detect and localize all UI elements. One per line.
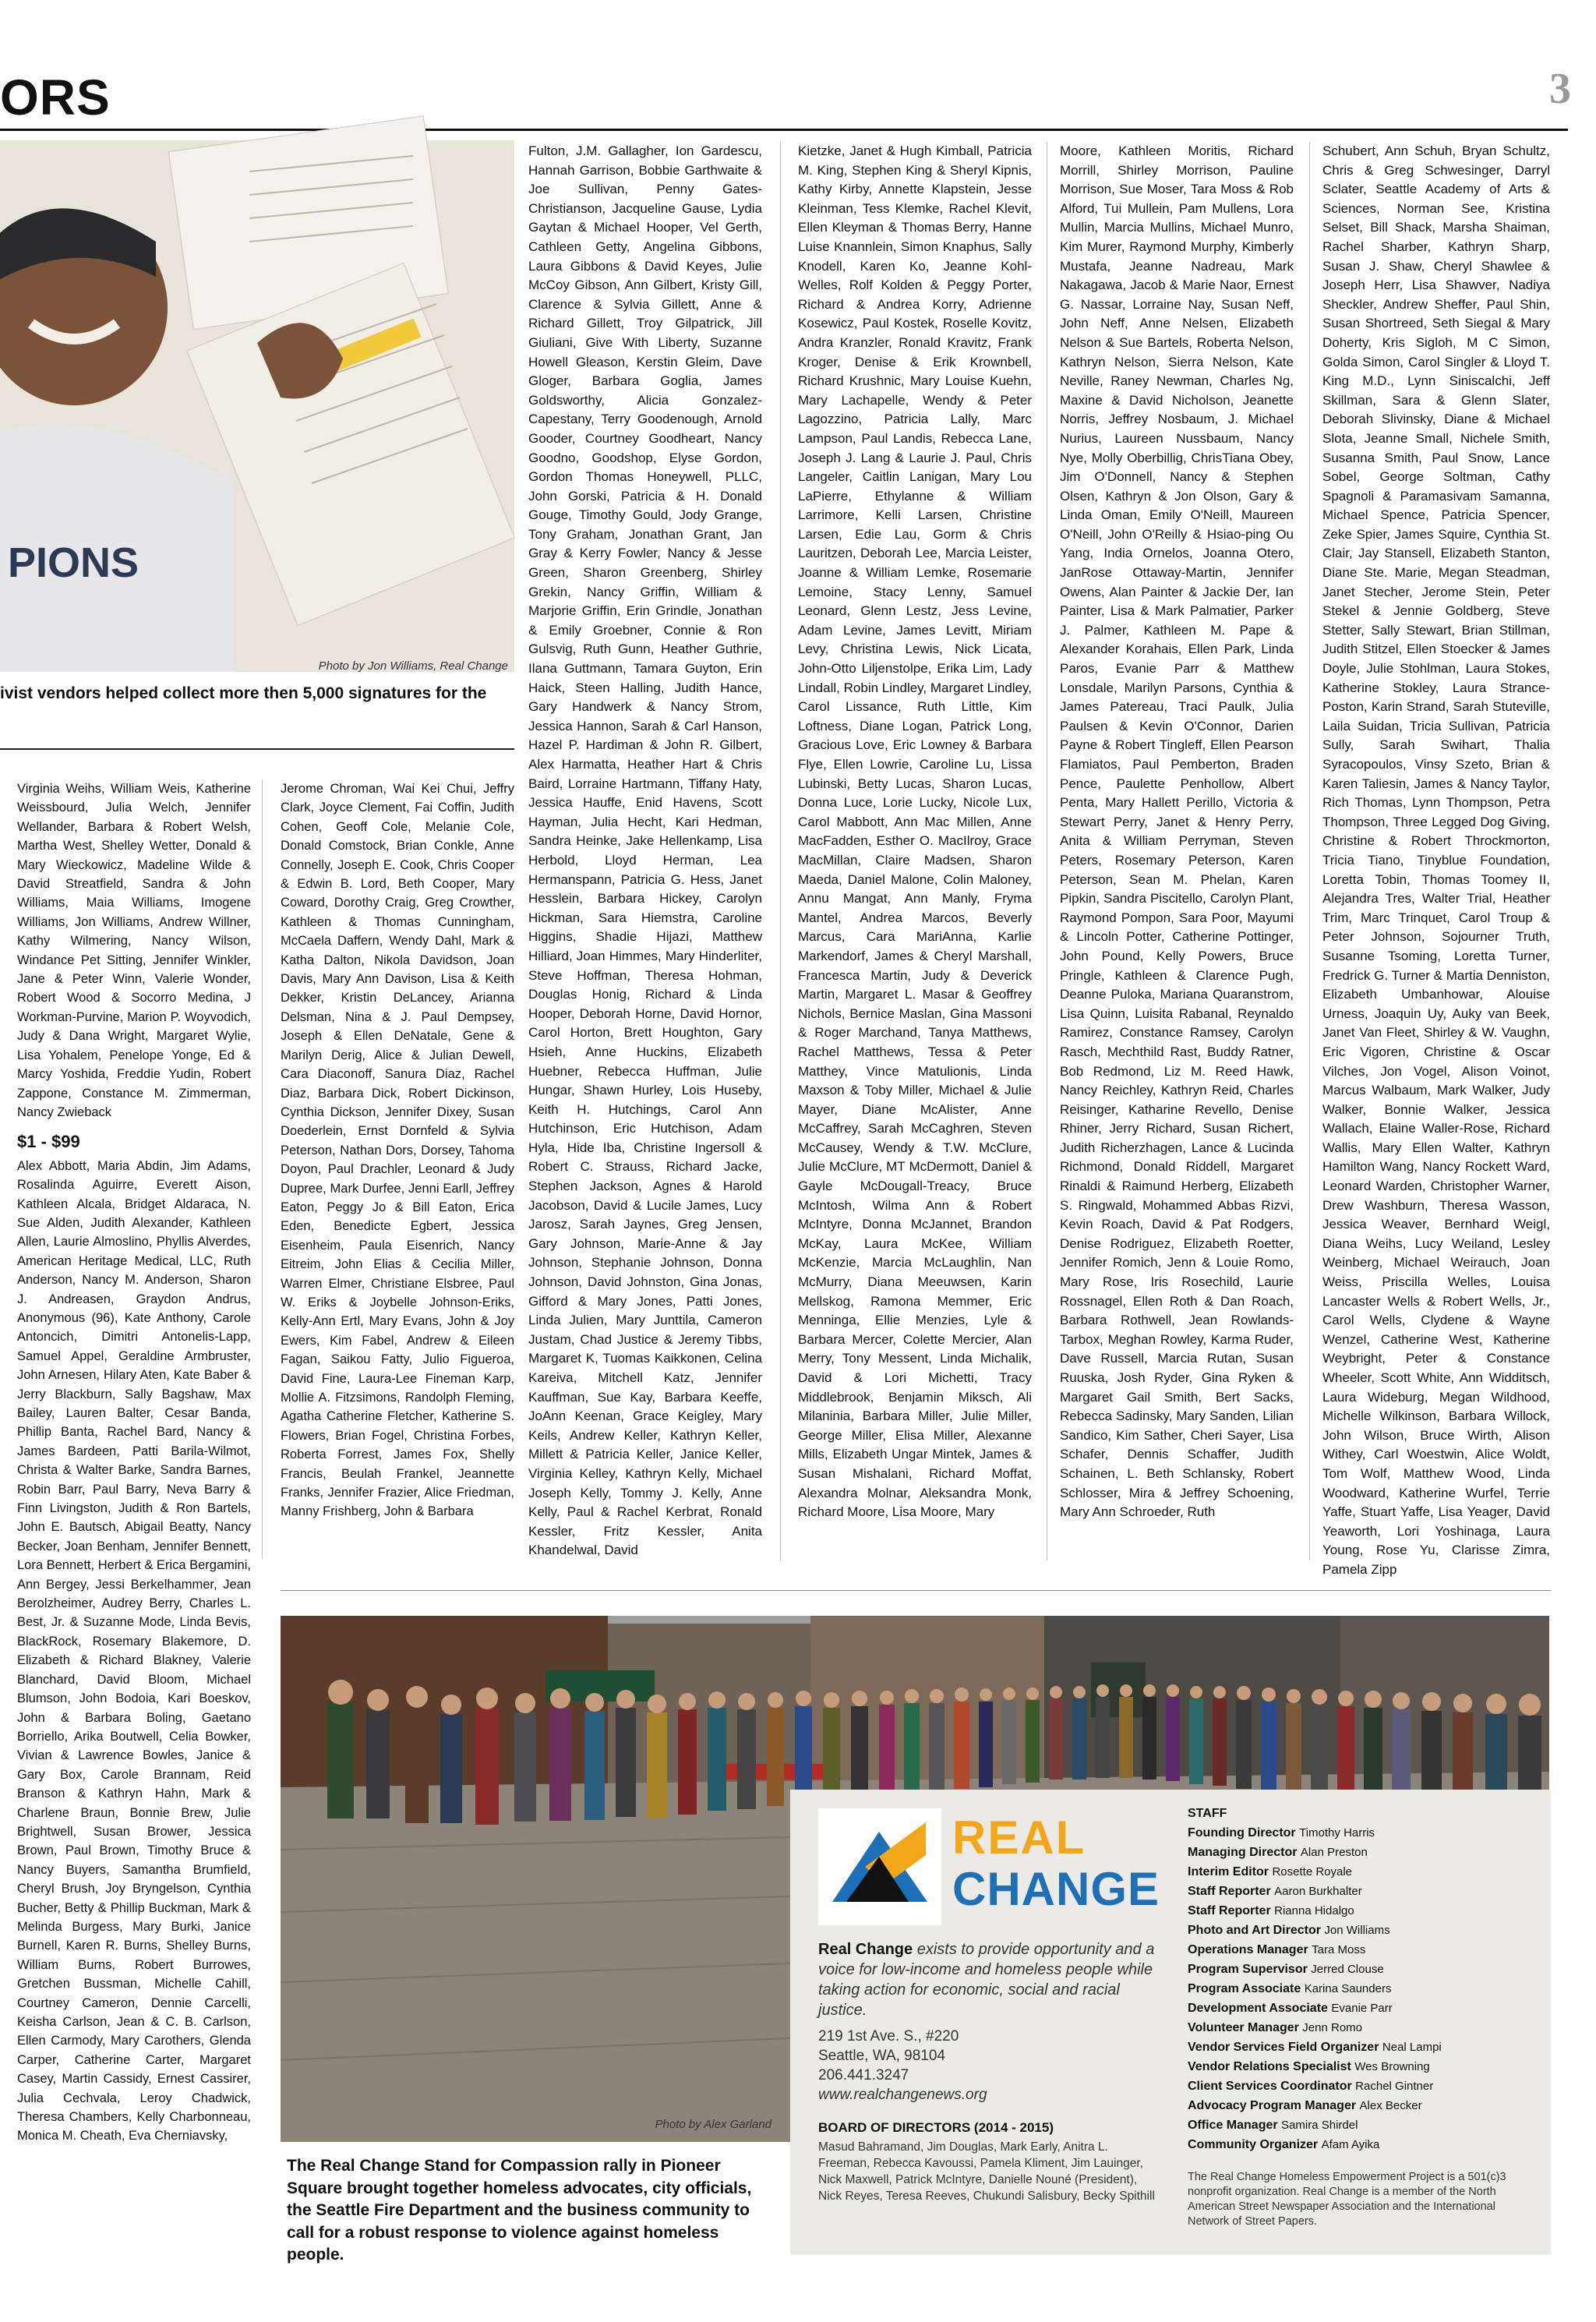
rally-caption: The Real Change Stand for Compassion rally in Pioneer Square brought together homeless advocates, city officials, the Seattle Fire Department and the business community to call for a robust response to violence against homeless people. [287, 2157, 752, 2264]
staff-role: Office Manager [1188, 2119, 1278, 2132]
phone-number: 206.441.3247 [818, 2067, 909, 2083]
staff-title: STAFF [1188, 1807, 1227, 1820]
staff-row [1188, 1862, 1538, 1882]
tier-heading: $1 - $99 [17, 1132, 80, 1152]
logo-word-change: CHANGE [952, 1863, 1160, 1915]
website-link[interactable]: www.realchangenews.org [818, 2087, 987, 2103]
staff-role: Advocacy Program Manager [1188, 2099, 1357, 2112]
staff-name: Aaron Burkhalter [1274, 1885, 1362, 1898]
staff-row [1188, 1823, 1538, 1843]
column-rule [262, 779, 263, 1559]
staff-role: Program Supervisor [1188, 1963, 1308, 1976]
address-line-2: Seattle, WA, 98104 [818, 2048, 946, 2064]
staff-name: Jon Williams [1324, 1924, 1390, 1937]
staff-name: Alex Becker [1359, 2099, 1422, 2112]
mission-text: exists to provide opportunity and a voice for low-income and homeless people while taking action for economic, social and racial justice. [818, 1941, 1155, 2019]
staff-name: Samira Shirdel [1281, 2119, 1358, 2132]
staff-role: Vendor Services Field Organizer [1188, 2041, 1379, 2054]
staff-row [1188, 2057, 1538, 2076]
header-rule [0, 129, 1568, 131]
staff-name: Rosette Royale [1272, 1865, 1353, 1878]
address-line-1: 219 1st Ave. S., #220 [818, 2028, 959, 2045]
staff-role: Managing Director [1188, 1846, 1298, 1859]
photo-rule [281, 1590, 1551, 1591]
staff-row [1188, 1979, 1538, 1999]
column-rule [1309, 142, 1310, 1560]
donor-column-top-3: Moore, Kathleen Moritis, Richard Morrill, Shirley Morrison, Pauline Morrison, Sue Moser, Tara Moss & Rob Alford, Tui Mullein, Pam Mullens, Lora Mullin, Marcia Mullins, Michael Munro, Kim Murer, Raymond Murphy, Kimberly Mustafa, Jeanne Nadreau, Mark Nakagawa, Jacob & Marie Naor, Ernest G. Nassar, Lorraine Nay, Susan Neff, John Neff, Anne Nelsen, Elizabeth Nelson & Sue Bartels, Roberta Nelson, Kathryn Nelson, Sierra Nelson, Kate Neville, Raney Newman, Charles Ng, Maxine & David Nicholson, Jeanette Norris, Jeffrey Nosbaum, J. Michael Nurius, Laureen Nussbaum, Nancy Nye, Molly Oberbillig, ChrisTiana Obey, Jim O'Donnell, Nancy & Stephen Olsen, Kathryn & Jon Olson, Gary & Linda Oman, Emily O'Neill, Maureen O'Neill, John O'Reilly & Hsiao-ping Ou Yang, India Ornelos, Joanna Otero, JanRose Ottaway-Martin, Jennifer Owens, Alan Painter & Jackie Der, Ian Painter, Lisa & Mark Palmatier, Parker J. Palmer, Kathleen M. Pape & Alexander Korahais, Ellen Park, Linda Paros, Evanie Parr & Matthew Lonsdale, Marilyn Parsons, Cynthia & James Patereau, Traci Paulk, Julia Paulsen & Kevin O'Connor, Darien Payne & Robert Tingleff, Ellen Pearson Flamiatos, Paul Pemberton, Braden Pence, Paulette Penhollow, Albert Penta, Mary Hallett Perillo, Victoria & Stewart Perry, Janet & Henry Perry, Anita & William Perryman, Steven Peters, Rosemary Peterson, Karen Peterson, Sean M. Phelan, Karen Pipkin, Sandra Piscitello, Carolyn Plant, Raymond Pompon, Sara Poor, Mayumi & Lincoln Potter, Catherine Pottinger, John Pound, Kelly Powers, Bruce Pringle, Kathleen & Clarence Pugh, Deanne Puloka, Mariana Quaranstrom, Lisa Quinn, Luisita Rabanal, Reynaldo Ramirez, Constance Ramsey, Carolyn Rasch, Mechthild Rast, Buddy Ratner, Bob Redmond, Liz M. Reed Hawk, Nancy Reichley, Kathryn Reid, Charles Reisinger, Katharine Revello, Denise Rhiner, Jerry Richard, Susan Richert, Judith Richerzhagen, Lance & Lucinda Richmond, Donald Riddell, Margaret Rinaldi & Raimund Herberg, Elizabeth S. Ringwald, Mohammed Abbas Rizvi, Kevin Roach, David & Pat Rodgers, Denise Rodriguez, Elizabeth Roetter, Jennifer Romich, Jenn & Louie Romo, Mary Rose, Iris Rosechild, Laurie Rossnagel, Ellen Roth & Dan Roach, Barbara Rothwell, Jean Rowlands-Tarbox, Meghan Rowley, Karma Ruder, Dave Russell, Marcia Rutan, Susan Ruuska, Josh Ryder, Gina Ryken & Margaret Gail Smith, Bert Sacks, Rebecca Sadinsky, Mary Sanden, Lilian Sandico, Kim Sather, Cheri Sayer, Lisa Schafer, Dennis Schaffer, Judith Schainen, L. Beth Schlansky, Robert Schlosser, Mira & Jeffrey Schoening, Mary Ann Schroeder, Ruth [1060, 143, 1294, 1520]
staff-row [1188, 2037, 1538, 2057]
staff-role: Staff Reporter [1188, 1904, 1271, 1917]
staff-row [1188, 1843, 1538, 1862]
mission-statement [818, 1939, 1161, 2020]
photo-credit: Photo by Jon Williams, Real Change [318, 659, 508, 673]
donor-list-top-tier: Virginia Weihs, William Weis, Katherine Weissbourd, Julia Welch, Jennifer Wellander, Barbara & Robert Welsh, Martha West, Shelley Wetter, Donald & Mary Wieckowicz, Madeline Wilde & David Streatfield, Sandra & John Williams, Maia Williams, Imogene Williams, Jon Williams, Andrew Willner, Kathy Wilmering, Nancy Wilson, Windance Pet Sitting, Jennifer Winkler, Jane & Peter Winn, Valerie Wonder, Robert Wood & Socorro Medina, J Workman-Purvine, Marion P. Woyvodich, Judy & Dana Wright, Margaret Wylie, Lisa Yohalem, Penelope Yonge, Ed & Marcy Yoshida, Freddie Yudin, Robert Zappone, Constance M. Zimmerman, Nancy Zwieback [17, 782, 251, 1119]
staff-row [1188, 1882, 1538, 1901]
staff-role: Client Services Coordinator [1188, 2080, 1352, 2093]
column-rule [780, 142, 781, 1560]
staff-role: Staff Reporter [1188, 1885, 1271, 1898]
board-members: Masud Bahramand, Jim Douglas, Mark Early, Anitra L. Freeman, Rebecca Kavoussi, Pamela Kliment, Jim Lauinger, Nick Maxwell, Patrick McIntyre, Danielle Nouné (President), Nick Reyes, Teresa Reeves, Chukundi Salisbury, Becky Spithill [818, 2140, 1155, 2203]
donor-column-lower-2: Jerome Chroman, Wai Kei Chui, Jeffry Clark, Joyce Clement, Fai Coffin, Judith Cohen, Geoff Cole, Melanie Cole, Donald Comstock, Brian Conkle, Anne Connelly, Joseph E. Cook, Chris Cooper & Edwin B. Lord, Beth Cooper, Mary Coward, Dorothy Craig, Greg Crowther, Kathleen & Thomas Cunningham, McCaela Daffern, Wendy Dahl, Mark & Katha Dalton, Nikola Davidson, Joan Davis, Mary Ann Davison, Lisa & Keith Dekker, Kristin DeLancey, Arianna Delsman, Nina & J. Paul Dempsey, Joseph & Ellen DeNatale, Gene & Marilyn Derig, Alice & Julian Dewell, Cara Diaconoff, Sanura Diaz, Rachel Diaz, Barbara Dick, Robert Dickinson, Cynthia Dickson, Jennifer Dixey, Susan Doederlein, Ernst Dornfeld & Sylvia Peterson, Nathan Dors, Dorsey, Tahoma Doyon, Paul Drachler, Leonard & Judy Dupree, Mark Durfee, Jenni Earll, Jeffrey Eaton, Peggy Jo & Bill Eaton, Erica Eden, Benedicte Egbert, Jessica Eisenheim, Paula Eisenrich, Nancy Eitreim, John Elias & Cecilia Miller, Warren Elmer, Christiane Elsbree, Paul W. Eriks & Joybelle Johnson-Eriks, Kelly-Ann Ertl, Mary Evans, John & Joy Ewers, Kim Fabel, Andrew & Eileen Fagan, Saikou Fatty, Julio Figueroa, David Fine, Laura-Lee Fineman Karp, Mollie A. Fitzsimons, Randolph Fleming, Agatha Catherine Fletcher, Katherine S. Flowers, Brian Fogel, Christina Forbes, Roberta Forrest, James Fox, Shelly Francis, Beulah Frankel, Jeannette Franks, Jennifer Frazier, Alice Friedman, Manny Frishberg, John & Barbara [281, 782, 514, 1519]
staff-name: Neal Lampi [1382, 2041, 1442, 2054]
staff-name: Wes Browning [1354, 2060, 1430, 2073]
staff-list [1188, 1804, 1538, 2228]
staff-role: Photo and Art Director [1188, 1924, 1321, 1937]
staff-row [1188, 2076, 1538, 2096]
vendor-photo [0, 140, 514, 672]
teaser-text: ivist vendors helped collect more then 5,000 signatures for the [0, 684, 487, 702]
staff-row [1188, 1901, 1538, 1921]
staff-name: Rianna Hidalgo [1274, 1904, 1354, 1917]
staff-role: Founding Director [1188, 1826, 1296, 1840]
rally-photo-credit: Photo by Alex Garland [655, 2118, 772, 2131]
staff-role: Operations Manager [1188, 1943, 1308, 1956]
donor-list-small-tier: Alex Abbott, Maria Abdin, Jim Adams, Rosalinda Aguirre, Everett Aison, Kathleen Alcala, Bridget Aldaraca, N. Sue Alden, Judith Alexander, Kathleen Allen, Laurie Almoslino, Phyllis Alverdes, American Heritage Medical, LLC, Ruth Anderson, Nancy M. Anderson, Sharon J. Andreasen, Graydon Andrus, Anonymous (96), Kate Anthony, Carole Antoncich, Dimitri Antonelis-Lapp, Samuel Appel, Geraldine Armbruster, John Arnesen, Hilary Aten, Kate Baber & Jerry Blackburn, Sally Bagshaw, Max Bailey, Lauren Balter, Cesar Banda, Phillip Banta, Rachel Bard, Nancy & James Bardeen, Patti Barila-Wilmot, Christa & Walter Barke, Sandra Barnes, Robin Barr, Paul Barry, Neva Barry & Finn Livingston, Judith & Ron Bartels, John E. Bautsch, Abigail Beatty, Nancy Becker, Joan Benham, Jennifer Bennett, Lora Bennett, Herbert & Erica Bergamini, Ann Bergey, Jessi Berkelhammer, Jean Berolzheimer, Audrey Berry, Charles L. Best, Jr. & Suzanne Mode, Linda Bevis, BlackRock, Rosemary Blakemore, D. Elizabeth & Richard Blakney, Valerie Blanchard, David Bloom, Michael Blumson, John Bodoia, Kari Boeskov, John & Barbara Boling, Gaetano Borriello, Arika Boutwell, Celia Bowker, Vivian & Lawrence Bowles, Janice & Gary Box, Carole Brannam, Reid Branson & Kathryn Hahn, Mark & Charlene Braun, Bonnie Brew, Julie Brightwell, Susan Brower, Jessica Brown, Paul Brown, Timothy Bruce & Nancy Buyers, Samantha Brumfield, Cheryl Brush, Joy Bryngelson, Cynthia Bucher, Betty & Phillip Buckman, Mark & Melinda Burgess, Mary Burki, Janice Burnell, Karen R. Burns, Shelley Burns, William Burns, Robert Burrowes, Gretchen Bussman, Michelle Cahill, Courtney Cameron, Dennie Carcelli, Keisha Carlson, Jean & C. B. Carlson, Ellen Carmody, Mary Carothers, Glenda Carper, Catherine Carter, Margaret Casey, Martin Cassidy, Ernest Cassirer, Julia Cechvala, Leroy Chadwick, Theresa Chambers, Kelly Charbonneau, Monica M. Cheath, Eva Cherniavsky, [17, 1158, 251, 2144]
staff-name: Jenn Romo [1302, 2021, 1363, 2034]
staff-role: Interim Editor [1188, 1865, 1269, 1878]
donor-column-top-1: Fulton, J.M. Gallagher, Ion Gardescu, Hannah Garrison, Bobbie Garthwaite & Joe Sullivan, Penny Gates-Christianson, Jacqueline Gause, Lydia Gaytan & Michael Hooper, Vel Gerth, Cathleen Getty, Angelina Gibbons, Laura Gibbons & David Keyes, Julie McCoy Gibson, Ann Gilbert, Kristy Gill, Clarence & Sylvia Gillett, Anne & Richard Gillett, Troy Gilpatrick, Jill Giuliani, Give With Liberty, Suzanne Howell Gleason, Kerstin Gleim, Dave Gloger, Barbara Goglia, James Goldsworthy, Alicia Gonzalez-Capestany, Terry Goodenough, Arnold Gooder, Courtney Goodheart, Nancy Goodno, Goodshop, Elyse Gordon, Gordon Thomas Honeywell, PLLC, John Gorski, Patricia & H. Donald Gouge, Timothy Gould, Jody Grange, Tony Graham, Jonathan Grant, Jan Gray & Kerry Fowler, Nancy & Jesse Green, Sharon Greenberg, Shirley Grekin, Nancy Griffin, William & Marjorie Griffin, Erin Grindle, Jonathan & Emily Groebner, Connie & Ron Gulsvig, Ruth Gunn, Heather Guthrie, Ilana Guttmann, Tamara Guyton, Erin Haick, Steen Halling, Judith Hance, Gary Handwerk & Nancy Strom, Jessica Hannon, Sarah & Carl Hanson, Hazel P. Hardiman & John R. Gilbert, Alex Harmatta, Heather Hart & Chris Baird, Lorraine Hartmann, Tiffany Haty, Jessica Hauffe, Enid Havens, Scott Hayman, Julia Hecht, Kari Hedman, Sandra Heinke, Jake Hellenkamp, Lisa Herbold, Lloyd Herman, Lea Hermanspann, Patricia G. Hess, Janet Hesslein, Barbara Hickey, Carolyn Hickman, Sara Hiemstra, Caroline Higgins, Shadie Hijazi, Matthew Hilliard, Joan Himmes, Mary Hinderliter, Steve Hoffman, Theresa Hohman, Douglas Honig, Richard & Linda Hooper, Deborah Horne, David Hornor, Carol Horton, Brett Houghton, Gary Hsieh, Anne Huckins, Elizabeth Huebner, Rebecca Huffman, Julie Hungar, Shawn Hurley, Lois Huseby, Keith H. Hutchings, Carol Ann Hutchinson, Eric Hutchison, Adam Hyla, Hide Iba, Christine Ingersoll & Robert C. Strauss, Richard Jacke, Stephen Jackson, Agnes & Harold Jacobson, David & Lucile James, Lucy Jarosz, Sarah Jaynes, Greg Jensen, Gary Johnson, Marie-Anne & Jay Johnson, Stephanie Johnson, Donna Johnson, David Johnston, Gina Jonas, Gifford & Mary Jones, Patti Jones, Linda Julien, Mary Junttila, Cameron Justam, Chad Justice & Jeremy Tibbs, Margaret K, Tuomas Kaikkonen, Celina Kareiva, Mitchell Katz, Jennifer Kauffman, Sue Kay, Barbara Keeffe, JoAnn Keenan, Grace Keigley, Mary Keils, Andrew Keller, Kathryn Keller, Millett & Patricia Keller, Janice Keller, Virginia Kelley, Kathryn Kelly, Michael Joseph Kelly, Tommy J. Kelly, Anne Kelly, Paul & Rachel Kerbrat, Ronald Kessler, Fritz Kessler, Anita Khandelwal, David [528, 143, 762, 1558]
staff-name: Timothy Harris [1299, 1826, 1375, 1840]
staff-role: Development Associate [1188, 2002, 1328, 2015]
section-rule [0, 748, 514, 750]
staff-role: Volunteer Manager [1188, 2021, 1299, 2034]
staff-row [1188, 1940, 1538, 1960]
staff-row [1188, 2135, 1538, 2154]
svg-text:PIONS: PIONS [8, 539, 139, 586]
staff-row [1188, 1999, 1538, 2018]
staff-footer: The Real Change Homeless Empowerment Project is a 501(c)3 nonprofit organization. Real Change is a member of the North American Street Newspaper Association and the International Network of Street Papers. [1188, 2171, 1506, 2228]
donor-column-lower-1 [17, 779, 251, 2245]
staff-row [1188, 1921, 1538, 1940]
staff-name: Rachel Gintner [1355, 2080, 1434, 2093]
staff-name: Evanie Parr [1331, 2002, 1393, 2015]
masthead-box [790, 1790, 1551, 2255]
donor-column-top-2: Kietzke, Janet & Hugh Kimball, Patricia M. King, Stephen King & Sheryl Kipnis, Kathy Kirby, Annette Klapstein, Jesse Kleinman, Tess Klemke, Rachel Klevit, Ellen Kleyman & Thomas Berry, Hanne Luise Knannlein, Simon Knaphus, Sally Knodell, Karen Ko, Jeanne Kohl-Welles, Rolf Kolden & Peggy Porter, Richard & Andrea Korry, Adrienne Kosewicz, Paul Kostek, Roselle Kovitz, Andra Kranzler, Ronald Kravitz, Frank Kroger, Denise & Erik Krownbell, Richard Krushnic, Mary Louise Kuehn, Mary Lachapelle, Wendy & Peter Lagozzino, Patricia Lally, Marc Lampson, Paul Landis, Rebecca Lane, Joseph J. Lang & Laurie J. Paul, Chris Langeler, Caitlin Lanigan, Mary Lou LaPierre, Ethylanne & William Larrimore, Kelli Larsen, Christine Larsen, Edie Lau, Gorm & Chris Lauritzen, Deborah Lee, Marcia Leister, Joanne & William Lemke, Rosemarie Lemoine, Stacy Lenny, Samuel Leonard, Glenn Lestz, Jess Levine, Adam Levine, James Levitt, Miriam Levy, Christina Lewis, Nick Licata, John-Otto Liljenstolpe, Erika Lim, Lady Lindall, Robin Lindley, Margaret Lindley, Carol Lissance, Ruth Little, Kim Loftness, Diane Logan, Patrick Long, Gracious Love, Eric Lowney & Barbara Flye, Ellen Lowrie, Caroline Lu, Lissa Lubinski, Betty Lucas, Sharon Lucas, Donna Luce, Lorie Lucky, Nicole Lux, Carol Mabbott, Ann Mac Millen, Anne MacFadden, Esther O. MacIlroy, Grace MacMillan, Claire Madsen, Sharon Maeda, Daniel Malone, Colin Maloney, Annu Mangat, Ann Manly, Fryma Mantel, Andrea Marcos, Beverly Marcus, Cara MariAnna, Karlie Markendorf, James & Cheryl Marshall, Francesca Martin, Judy & Deverick Martin, Margaret L. Masar & Geoffrey Nichols, Bernice Maslan, Gina Massoni & Roger Marchand, Tanya Matthews, Rachel Matthews, Tessa & Peter Matthey, Vince Matulionis, Linda Maxson & Toby Miller, Michael & Julie Mayer, Diane McAlister, Anne McCaffrey, Sarah McCaghren, Steven McCausey, Wendy & T.W. McClure, Julie McClure, MT McDermott, Daniel & Gayle McDougall-Treacy, Bruce McIntosh, Wilma Ann & Robert McIntyre, Donna McJannet, Brandon McKay, Laura McKee, William McKenzie, Marcia McLaughlin, Nan McMurry, Diana Meeuwsen, Karin Mellskog, Ramona Memmer, Eric Menninga, Ellie Menzies, Lyle & Barbara Mercer, Colette Mercier, Alan Merry, Tony Messent, Linda Michalik, David & Lori Michetti, Tracy Middlebrook, Benjamin Miksch, Ali Milaninia, Barbara Miller, Julie Miller, George Miller, Elisa Miller, Alexanne Mills, Elizabeth Ungar Mintek, James & Susan Mishalani, Richard Moffat, Alexandra Molnar, Aleksandra Monk, Richard Moore, Lisa Moore, Mary [798, 143, 1032, 1520]
address-block [818, 2027, 1161, 2105]
vendor-photo-art [0, 140, 514, 672]
staff-name: Karina Saunders [1304, 1982, 1392, 1995]
staff-name: Jerred Clouse [1311, 1963, 1384, 1976]
section-title: ORS [0, 69, 111, 125]
donor-column-top-4: Schubert, Ann Schuh, Bryan Schultz, Chris & Greg Schwesinger, Darryl Sclater, Seattle Academy of Arts & Sciences, Norman See, Kristina Selset, Bill Shack, Marsha Shaiman, Rachel Sharber, Kathryn Sharp, Susan J. Shaw, Cheryl Shawlee & Joseph Herr, Lisa Shawver, Nadiya Sheckler, Andrew Sheffer, Paul Shin, Susan Shortreed, Seth Siegal & Mary Doherty, Kris Sigloh, M C Simon, Golda Simon, Carol Singler & Lloyd T. King M.D., Lynn Siniscalchi, Jeff Skillman, Sara & Glenn Slater, Deborah Slivinsky, Diane & Michael Slota, Jeanne Small, Nichele Smith, Susanna Smith, Paul Snow, Lance Sobel, George Soltman, Cathy Spagnoli & Paramasivam Samanna, Michael Spence, Patricia Spencer, Zeke Spier, James Squire, Cynthia St. Clair, Jay Stansell, Elizabeth Stanton, Diane Ste. Marie, Megan Steadman, Janet Stecher, Jerome Stein, Peter Stekel & Jennie Goldberg, Steve Stetter, Sally Stewart, Brian Stillman, Judith Stitzel, Ellen Stoecker & James Doyle, Julie Stohlman, Laura Stokes, Katherine Stokley, Laura Strance-Poston, Karin Strand, Sarah Stuteville, Laila Suidan, Tricia Sullivan, Patricia Sully, Sarah Swihart, Thalia Syracopoulos, Vinsy Szeto, Brian & Karen Taliesin, James & Nancy Taylor, Rich Thomas, Lynn Thompson, Petra Thompson, Three Legged Dog Giving, Christine & Robert Throckmorton, Tricia Tiano, Tinyblue Foundation, Loretta Tobin, Thomas Toomey II, Alejandra Tres, Walter Trial, Heather Trim, Marc Trinquet, Carol Troup & Peter Johnson, Sojourner Truth, Susanne Tsoming, Loretta Turner, Fredrick G. Turner & Martia Denniston, Elizabeth Umbanhowar, Alouise Urness, Joaquin Uy, Auky van Beek, Janet Van Fleet, Shirley & W. Vaughn, Eric Vigoren, Christine & Oscar Vilches, Jon Vogel, Alison Voinot, Marcus Walbaum, Mark Walker, Judy Walker, Bonnie Walker, Jessica Wallach, Elaine Waller-Rose, Richard Wallis, Mary Ellen Walter, Kathryn Hamilton Wang, Nancy Rockett Ward, Leonard Warden, Christopher Warner, Drew Washburn, Theresa Wasson, Jessica Weaver, Bernhard Weigl, Diana Weihs, Lucy Weiland, Lesley Weinberg, Michael Weirauch, Joan Weiss, Priscilla Welles, Louisa Lancaster Wells & Robert Wells, Jr., Carol Wells, Clydene & Wayne Wenzel, Catherine West, Katherine Weybright, Peter & Constance Wheeler, Scott White, Ann Widditsch, Laura Wideburg, Megan Wildhood, Michelle Wilkinson, Barbara Willock, John Wilson, Bruce Wirth, Alison Withey, Carl Woestwin, Alice Woldt, Tom Wolf, Matthew Wood, Linda Woodward, Katherine Wurfel, Terrie Yaffe, Stuart Yaffe, Lisa Yeager, David Yeaworth, Lori Yoshinaga, Laura Young, Rose Yu, Clarisse Zimra, Pamela Zipp [1322, 143, 1550, 1577]
staff-name: Tara Moss [1312, 1943, 1366, 1956]
staff-role: Program Associate [1188, 1982, 1301, 1995]
staff-role: Community Organizer [1188, 2138, 1319, 2151]
staff-row [1188, 2018, 1538, 2037]
staff-row [1188, 1960, 1538, 1979]
board-title: BOARD OF DIRECTORS (2014 - 2015) [818, 2120, 1054, 2135]
staff-name: Afam Ayika [1321, 2138, 1380, 2151]
real-change-logo [818, 1808, 1160, 1925]
staff-row [1188, 2096, 1538, 2115]
logo-word-real: REAL [952, 1811, 1086, 1864]
staff-row [1188, 2115, 1538, 2135]
staff-name: Alan Preston [1300, 1846, 1368, 1859]
staff-role: Vendor Relations Specialist [1188, 2060, 1351, 2073]
org-name: Real Change [818, 1941, 913, 1958]
page-number: 3 [1549, 65, 1571, 113]
